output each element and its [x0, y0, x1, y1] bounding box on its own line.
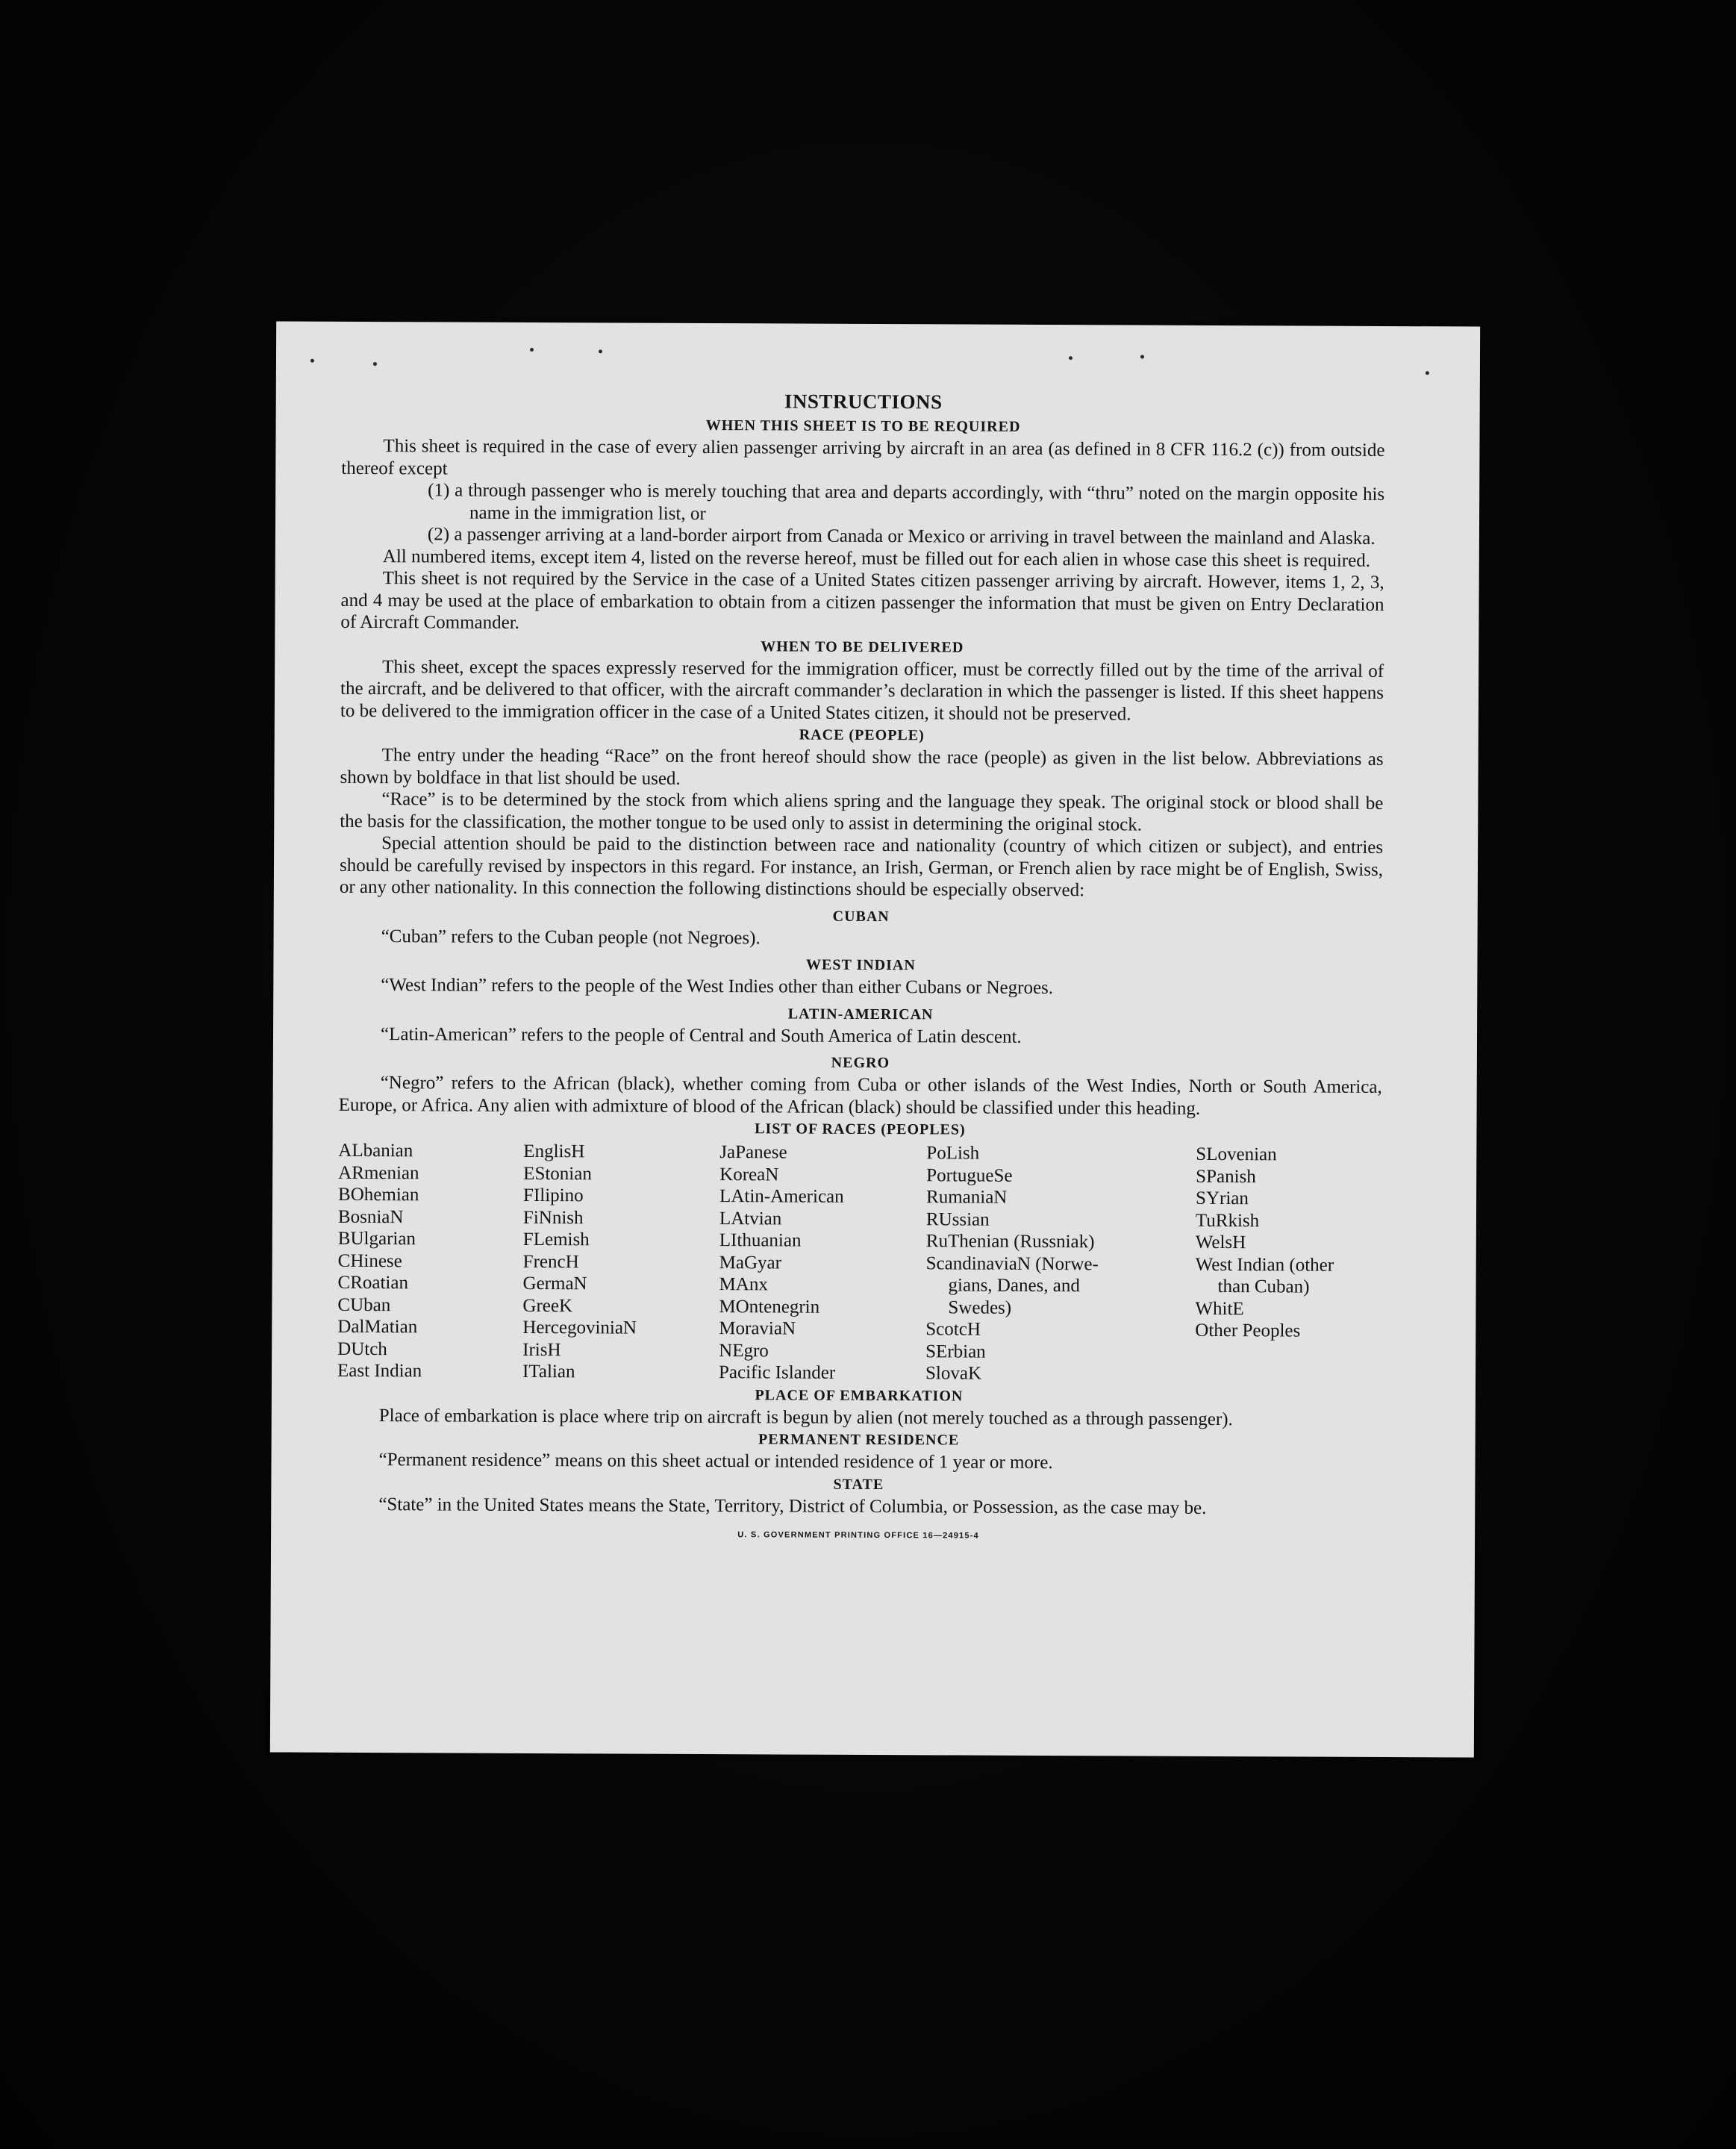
race-entry: LAtin-American	[719, 1186, 844, 1207]
race-entry: EnglisH	[523, 1141, 585, 1162]
paragraph: “Permanent residence” means on this sheet actual or intended residence of 1 year or more.	[378, 1450, 1053, 1473]
race-entry: WhitE	[1195, 1298, 1244, 1319]
paragraph: “Cuban” refers to the Cuban people (not Negroes).	[381, 926, 761, 948]
race-entry: RuThenian (Russniak)	[925, 1231, 1095, 1253]
race-entry: PoLish	[926, 1143, 980, 1164]
race-entry: DalMatian	[337, 1316, 418, 1338]
race-entry: DUtch	[337, 1338, 387, 1359]
paragraph: “Latin-American” refers to the people of Central and South America of Latin descent.	[380, 1023, 1022, 1047]
race-entry: EStonian	[523, 1163, 592, 1184]
race-entry: KoreaN	[719, 1164, 779, 1185]
race-entry: LIthuanian	[719, 1230, 802, 1251]
race-entry: FiNnish	[522, 1207, 584, 1228]
heading-negro: NEGRO	[831, 1054, 890, 1072]
paragraph: “Race” is to be determined by the stock from which aliens spring and the language they speak. The original stock or blood shall be the basis for the classification, the mother tongue to be used only to assist in determining the original stock.	[340, 789, 1384, 835]
paragraph: This sheet is required in the case of every alien passenger arriving by aircraft in an area (as defined in 8 CFR 116.2 (c)) from outside thereof except	[341, 436, 1385, 478]
race-entry: ARmenian	[338, 1162, 419, 1183]
race-entry: West Indian (other	[1195, 1254, 1334, 1276]
race-entry: Other Peoples	[1195, 1320, 1301, 1341]
paragraph: Place of embarkation is place where trip on aircraft is begun by alien (not merely touched as a through passenger).	[378, 1405, 1233, 1429]
race-entry: GermaN	[522, 1273, 587, 1294]
heading-race: RACE (PEOPLE)	[799, 726, 925, 744]
paragraph: This sheet, except the spaces expressly reserved for the immigration officer, must be correctly filled out by the time of the arrival of the aircraft, and be delivered to that officer, with the aircraft commander’s declaration in which the passenger is listed. If this sheet happens to be delivered to the immigration officer in the case of a United States citizen, it should not be preserved.	[340, 656, 1384, 724]
race-list	[337, 1140, 1381, 1387]
heading-cuban: CUBAN	[832, 908, 890, 925]
heading-west-indian: WEST INDIAN	[805, 956, 916, 974]
race-entry: Pacific Islander	[718, 1362, 836, 1383]
printer-imprint: U. S. GOVERNMENT PRINTING OFFICE 16—24915-4	[737, 1530, 979, 1541]
race-entry: CRoatian	[337, 1272, 409, 1294]
heading-list-of-races: LIST OF RACES (PEOPLES)	[755, 1120, 966, 1138]
speck	[310, 359, 314, 363]
race-entry: CHinese	[337, 1250, 402, 1271]
race-entry: MOntenegrin	[719, 1296, 820, 1317]
race-entry: GreeK	[522, 1295, 573, 1316]
paragraph: Special attention should be paid to the distinction between race and nationality (country of which citizen or subject), and entries should be carefully revised by inspectors in this regard. For instance, an Irish, German, or French alien by race might be of English, Swiss, or any other nationality. In this connection the following distinctions should be especially observed:	[339, 833, 1384, 901]
paragraph: “State” in the United States means the State, Territory, District of Columbia, or Possession, as the case may be.	[378, 1494, 1207, 1518]
race-entry: RumaniaN	[926, 1187, 1008, 1208]
page-title: INSTRUCTIONS	[784, 390, 943, 414]
race-column-5	[1195, 1144, 1381, 1387]
race-entry: RUssian	[925, 1208, 990, 1230]
race-column-1	[337, 1140, 523, 1383]
paragraph: The entry under the heading “Race” on the front hereof should show the race (people) as given in the list below. Abbreviations as shown by boldface in that list should be used.	[340, 745, 1384, 789]
heading-place-of-embarkation: PLACE OF EMBARKATION	[755, 1386, 964, 1405]
race-entry: ALbanian	[338, 1140, 413, 1161]
race-entry: ScotcH	[925, 1319, 981, 1340]
race-entry-continuation: gians, Danes, and	[948, 1275, 1080, 1297]
speck	[530, 348, 534, 352]
speck	[599, 349, 602, 353]
paragraph: This sheet is not required by the Service in the case of a United States citizen passenger arriving by aircraft. However, items 1, 2, 3, and 4 may be used at the place of embarkation to obtain from a citizen passenger the information that must be given on Entry Declaration of Aircraft Commander.	[340, 568, 1384, 633]
instructions-body	[337, 386, 1385, 1550]
race-entry: PortugueSe	[926, 1164, 1013, 1186]
race-entry: MaGyar	[719, 1252, 782, 1273]
race-entry: BUlgarian	[337, 1228, 416, 1250]
race-entry: MoraviaN	[719, 1318, 796, 1339]
heading-when-required: WHEN THIS SHEET IS TO BE REQUIRED	[705, 417, 1021, 435]
race-entry: LAtvian	[719, 1208, 782, 1229]
paragraph: “West Indian” refers to the people of the West Indies other than either Cubans or Negroes.	[381, 975, 1054, 999]
speck	[373, 362, 377, 366]
race-entry: FIlipino	[523, 1185, 584, 1206]
speck	[1069, 356, 1072, 360]
race-entry: IrisH	[522, 1339, 561, 1360]
race-entry: FrencH	[522, 1251, 579, 1272]
race-column-2	[522, 1141, 719, 1384]
race-entry: ScandinaviaN (Norwe-	[925, 1253, 1099, 1274]
heading-latin-american: LATIN-AMERICAN	[787, 1005, 934, 1023]
instruction-sheet	[270, 321, 1480, 1757]
race-entry: CUban	[337, 1294, 391, 1315]
speck	[1426, 371, 1429, 375]
race-column-3	[719, 1141, 926, 1385]
paragraph: “Negro” refers to the African (black), whether coming from Cuba or other islands of the West Indies, North or South America, Europe, or Africa. Any alien with admixture of blood of the African (black) should be classified under this heading.	[338, 1073, 1382, 1119]
race-entry: TuRkish	[1195, 1210, 1260, 1231]
race-entry: SErbian	[925, 1341, 986, 1362]
race-entry: East Indian	[337, 1360, 422, 1382]
exception-item-2: (2) a passenger arriving at a land-border airport from Canada or Mexico or arriving in travel between the mainland and Alaska.	[427, 524, 1376, 549]
race-entry: JaPanese	[719, 1142, 787, 1163]
race-column-4	[925, 1142, 1196, 1385]
race-entry-continuation: than Cuban)	[1217, 1276, 1310, 1297]
race-entry: SYrian	[1196, 1188, 1249, 1209]
race-entry: ITalian	[522, 1361, 575, 1382]
speck	[1140, 355, 1144, 359]
race-entry: HercegoviniaN	[522, 1317, 637, 1338]
race-entry: SLovenian	[1196, 1144, 1277, 1165]
heading-state: STATE	[833, 1476, 884, 1493]
race-entry: SlovaK	[925, 1363, 982, 1384]
race-entry: BosniaN	[337, 1206, 404, 1227]
race-entry: FLemish	[522, 1229, 590, 1250]
race-entry: NEgro	[719, 1340, 769, 1361]
race-entry: SPanish	[1196, 1166, 1256, 1187]
heading-when-delivered: WHEN TO BE DELIVERED	[761, 637, 964, 656]
paragraph: All numbered items, except item 4, listed on the reverse hereof, must be filled out for each alien in whose case this sheet is required.	[382, 546, 1371, 571]
heading-permanent-residence: PERMANENT RESIDENCE	[758, 1431, 960, 1449]
race-entry-continuation: Swedes)	[948, 1297, 1012, 1318]
race-entry: WelsH	[1195, 1232, 1246, 1253]
race-entry: BOhemian	[338, 1184, 419, 1206]
exception-item-1: (1) a through passenger who is merely touching that area and departs accordingly, with “thru” noted on the margin opposite his name in the immigration list, or	[428, 480, 1385, 524]
race-entry: MAnx	[719, 1274, 768, 1295]
